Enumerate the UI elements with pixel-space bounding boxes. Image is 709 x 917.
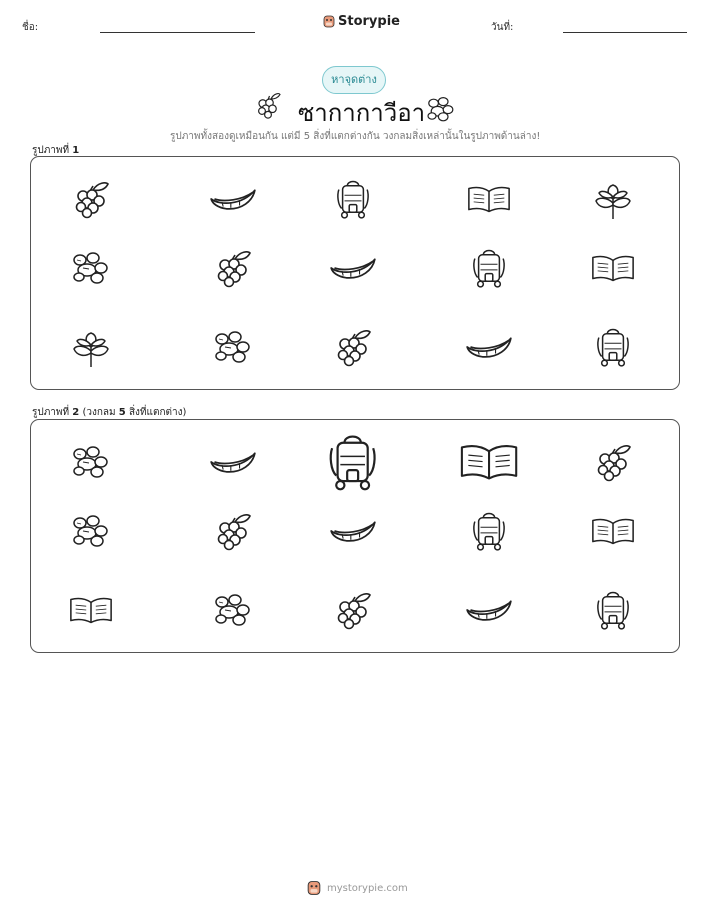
backpack-icon[interactable] — [472, 246, 506, 290]
book-icon[interactable] — [458, 440, 520, 483]
bear-logo-icon — [307, 880, 321, 896]
footer — [307, 880, 408, 896]
panel-2-label: รูปภาพที่ 2 (วงกลม 5 สิ่งที่แตกต่าง) — [32, 407, 187, 418]
berries-icon[interactable] — [213, 509, 253, 553]
picture-2-panel — [30, 419, 680, 653]
panel-1-label: รูปภาพที่ 1 — [32, 145, 80, 156]
date-line — [563, 32, 687, 33]
canoe-icon[interactable] — [465, 596, 513, 624]
ginger-icon[interactable] — [68, 442, 114, 482]
canoe-icon[interactable] — [209, 185, 257, 213]
ginger-icon — [424, 92, 456, 120]
brand-name: Storypie — [338, 14, 400, 29]
canoe-icon[interactable] — [329, 254, 377, 282]
canoe-icon[interactable] — [209, 448, 257, 476]
footer-url: mystorypie.com — [327, 882, 408, 894]
backpack-icon[interactable] — [596, 325, 630, 369]
backpack-icon[interactable] — [596, 588, 630, 632]
book-icon[interactable] — [590, 515, 636, 547]
ginger-icon[interactable] — [210, 590, 256, 630]
name-label: ชื่อ: — [22, 22, 39, 33]
book-icon[interactable] — [466, 183, 512, 215]
berries-icon — [253, 90, 283, 120]
bear-logo-icon — [323, 15, 335, 28]
canoe-icon[interactable] — [329, 517, 377, 545]
leaf-icon[interactable] — [71, 324, 111, 370]
book-icon[interactable] — [68, 594, 114, 626]
canoe-icon[interactable] — [465, 333, 513, 361]
page-title: ซากากาวีอา — [298, 99, 426, 127]
date-label: วันที่: — [491, 22, 514, 33]
backpack-icon[interactable] — [336, 177, 370, 221]
ginger-icon[interactable] — [210, 327, 256, 367]
book-icon[interactable] — [590, 252, 636, 284]
brand-logo — [323, 14, 400, 29]
ginger-icon[interactable] — [68, 511, 114, 551]
berries-icon[interactable] — [213, 246, 253, 290]
berries-icon[interactable] — [593, 440, 633, 484]
picture-1-panel — [30, 156, 680, 390]
worksheet-type-badge: หาจุดต่าง — [322, 66, 386, 94]
backpack-icon[interactable] — [328, 430, 377, 494]
berries-icon[interactable] — [333, 588, 373, 632]
berries-icon[interactable] — [333, 325, 373, 369]
instructions: รูปภาพทั้งสองดูเหมือนกัน แต่มี 5 สิ่งที่แตกต่างกัน วงกลมสิ่งเหล่านั้นในรูปภาพด้านล่าง! — [170, 131, 541, 142]
backpack-icon[interactable] — [472, 509, 506, 553]
leaf-icon[interactable] — [593, 176, 633, 222]
berries-icon[interactable] — [71, 177, 111, 221]
ginger-icon[interactable] — [68, 248, 114, 288]
name-line — [100, 32, 255, 33]
